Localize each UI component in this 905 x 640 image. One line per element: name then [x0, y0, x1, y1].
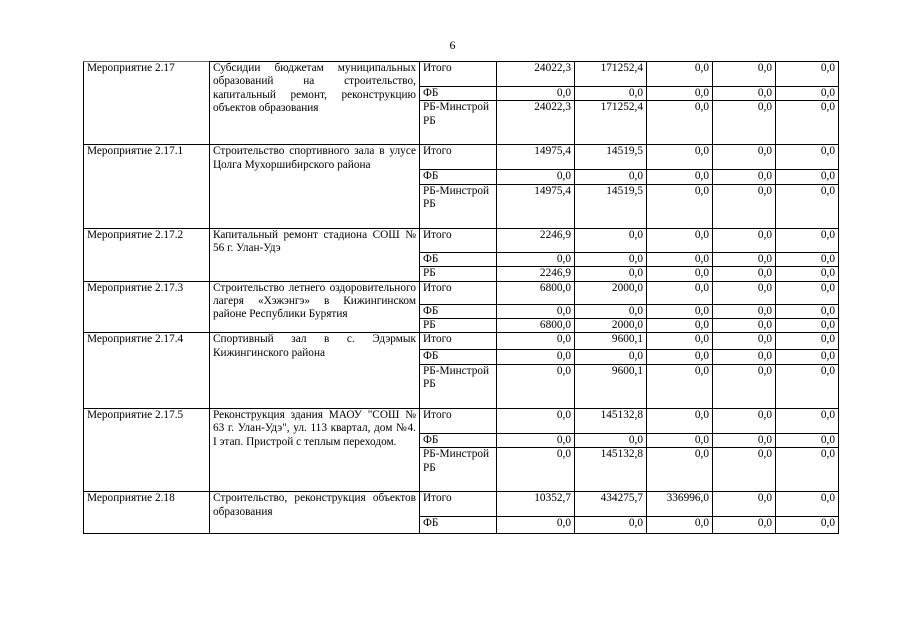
amount-cell: 0,0: [647, 364, 713, 408]
amount-cell: 0,0: [713, 267, 776, 281]
amount-cell: 0,0: [713, 281, 776, 304]
amount-cell: 0,0: [575, 304, 647, 318]
table-row: [84, 62, 839, 87]
amount-cell: 0,0: [776, 184, 839, 228]
amount-cell: 0,0: [713, 252, 776, 266]
amount-cell: 0,0: [713, 304, 776, 318]
funding-source-cell: Итого: [420, 333, 497, 350]
funding-source-cell: РБ: [420, 267, 497, 281]
event-name-cell: Строительство летнего оздоровительного лагеря «Хэжэнгэ» в Кижингинском районе Республики Бурятия: [210, 281, 420, 333]
amount-cell: 0,0: [713, 333, 776, 350]
event-code-cell: Мероприятие 2.17.3: [84, 281, 210, 333]
amount-cell: 336996,0: [647, 492, 713, 517]
amount-cell: 0,0: [575, 228, 647, 252]
funding-source-cell: Итого: [420, 62, 497, 87]
amount-cell: 0,0: [497, 350, 575, 364]
event-name-cell: Реконструкция здания МАОУ "СОШ № 63 г. Улан-Удэ", ул. 113 квартал, дом №4. I этап. Пристрой с теплым переходом.: [210, 408, 420, 491]
amount-cell: 0,0: [497, 408, 575, 433]
table-row: [84, 228, 839, 252]
amount-cell: 0,0: [713, 319, 776, 333]
funding-source-cell: РБ-Минстрой РБ: [420, 448, 497, 492]
amount-cell: 0,0: [575, 517, 647, 534]
amount-cell: 0,0: [497, 252, 575, 266]
amount-cell: 434275,7: [575, 492, 647, 517]
amount-cell: 0,0: [497, 364, 575, 408]
amount-cell: 14975,4: [497, 145, 575, 170]
funding-source-cell: Итого: [420, 145, 497, 170]
amount-cell: 0,0: [713, 62, 776, 87]
event-name-cell: Капитальный ремонт стадиона СОШ № 56 г. Улан-Удэ: [210, 228, 420, 281]
amount-cell: 0,0: [776, 333, 839, 350]
amount-cell: 0,0: [647, 170, 713, 184]
amount-cell: 0,0: [776, 517, 839, 534]
event-name-cell: Строительство спортивного зала в улусе Цолга Мухоршибирского района: [210, 145, 420, 228]
event-name-cell: Строительство, реконструкция объектов образования: [210, 492, 420, 534]
table-row: [84, 492, 839, 517]
amount-cell: 0,0: [776, 364, 839, 408]
amount-cell: 0,0: [776, 319, 839, 333]
amount-cell: 171252,4: [575, 62, 647, 87]
amount-cell: 0,0: [776, 350, 839, 364]
amount-cell: 0,0: [776, 62, 839, 87]
amount-cell: 6800,0: [497, 319, 575, 333]
funding-source-cell: РБ: [420, 319, 497, 333]
funding-source-cell: РБ-Минстрой РБ: [420, 101, 497, 145]
event-code-cell: Мероприятие 2.17.5: [84, 408, 210, 491]
amount-cell: 0,0: [776, 448, 839, 492]
amount-cell: 0,0: [713, 492, 776, 517]
amount-cell: 0,0: [497, 170, 575, 184]
funding-source-cell: ФБ: [420, 433, 497, 447]
amount-cell: 0,0: [647, 145, 713, 170]
amount-cell: 0,0: [647, 281, 713, 304]
funding-source-cell: Итого: [420, 492, 497, 517]
funding-source-cell: РБ-Минстрой РБ: [420, 184, 497, 228]
amount-cell: 0,0: [713, 433, 776, 447]
amount-cell: 0,0: [647, 252, 713, 266]
amount-cell: 0,0: [713, 364, 776, 408]
amount-cell: 0,0: [776, 492, 839, 517]
amount-cell: 0,0: [713, 145, 776, 170]
amount-cell: 0,0: [647, 333, 713, 350]
funding-source-cell: Итого: [420, 228, 497, 252]
table-row: [84, 281, 839, 304]
amount-cell: 0,0: [497, 448, 575, 492]
amount-cell: 0,0: [575, 170, 647, 184]
amount-cell: 0,0: [713, 350, 776, 364]
amount-cell: 0,0: [497, 333, 575, 350]
table-row: [84, 408, 839, 433]
amount-cell: 0,0: [647, 448, 713, 492]
funding-source-cell: ФБ: [420, 517, 497, 534]
amount-cell: 0,0: [776, 267, 839, 281]
amount-cell: 0,0: [497, 304, 575, 318]
amount-cell: 0,0: [497, 433, 575, 447]
amount-cell: 145132,8: [575, 408, 647, 433]
amount-cell: 0,0: [776, 433, 839, 447]
amount-cell: 0,0: [776, 408, 839, 433]
amount-cell: 0,0: [713, 101, 776, 145]
amount-cell: 0,0: [647, 319, 713, 333]
page-number: 6: [449, 38, 456, 52]
amount-cell: 0,0: [647, 433, 713, 447]
amount-cell: 0,0: [647, 87, 713, 101]
amount-cell: 0,0: [713, 87, 776, 101]
amount-cell: 2246,9: [497, 228, 575, 252]
funding-source-cell: ФБ: [420, 350, 497, 364]
program-events-table: [83, 61, 839, 534]
funding-source-cell: РБ-Минстрой РБ: [420, 364, 497, 408]
amount-cell: 0,0: [713, 228, 776, 252]
amount-cell: 0,0: [647, 267, 713, 281]
amount-cell: 0,0: [647, 228, 713, 252]
amount-cell: 6800,0: [497, 281, 575, 304]
amount-cell: 0,0: [497, 517, 575, 534]
amount-cell: 0,0: [776, 101, 839, 145]
amount-cell: 0,0: [647, 101, 713, 145]
amount-cell: 24022,3: [497, 62, 575, 87]
table-body: [84, 62, 839, 534]
amount-cell: 2000,0: [575, 319, 647, 333]
amount-cell: 0,0: [647, 350, 713, 364]
amount-cell: 9600,1: [575, 333, 647, 350]
amount-cell: 0,0: [776, 170, 839, 184]
amount-cell: 0,0: [647, 517, 713, 534]
amount-cell: 9600,1: [575, 364, 647, 408]
funding-source-cell: Итого: [420, 281, 497, 304]
amount-cell: 0,0: [497, 87, 575, 101]
amount-cell: 0,0: [776, 304, 839, 318]
amount-cell: 14975,4: [497, 184, 575, 228]
event-code-cell: Мероприятие 2.17.4: [84, 333, 210, 408]
amount-cell: 0,0: [713, 184, 776, 228]
amount-cell: 0,0: [647, 184, 713, 228]
event-name-cell: Субсидии бюджетам муниципальных образований на строительство, капитальный ремонт, реконструкцию объектов образования: [210, 62, 420, 145]
amount-cell: 0,0: [776, 145, 839, 170]
event-code-cell: Мероприятие 2.17.2: [84, 228, 210, 281]
event-code-cell: Мероприятие 2.18: [84, 492, 210, 534]
amount-cell: 0,0: [713, 517, 776, 534]
table-row: [84, 145, 839, 170]
funding-source-cell: ФБ: [420, 252, 497, 266]
amount-cell: 171252,4: [575, 101, 647, 145]
amount-cell: 145132,8: [575, 448, 647, 492]
amount-cell: 0,0: [575, 252, 647, 266]
amount-cell: 0,0: [647, 62, 713, 87]
funding-source-cell: Итого: [420, 408, 497, 433]
amount-cell: 0,0: [776, 228, 839, 252]
amount-cell: 0,0: [575, 433, 647, 447]
funding-source-cell: ФБ: [420, 304, 497, 318]
funding-source-cell: ФБ: [420, 170, 497, 184]
amount-cell: 10352,7: [497, 492, 575, 517]
amount-cell: 14519,5: [575, 145, 647, 170]
amount-cell: 0,0: [713, 408, 776, 433]
amount-cell: 2246,9: [497, 267, 575, 281]
amount-cell: 0,0: [776, 281, 839, 304]
event-name-cell: Спортивный зал в с. Эдэрмык Кижингинского района: [210, 333, 420, 408]
amount-cell: 0,0: [647, 408, 713, 433]
amount-cell: 24022,3: [497, 101, 575, 145]
amount-cell: 0,0: [575, 350, 647, 364]
amount-cell: 0,0: [575, 87, 647, 101]
event-code-cell: Мероприятие 2.17.1: [84, 145, 210, 228]
amount-cell: 0,0: [713, 448, 776, 492]
amount-cell: 0,0: [647, 304, 713, 318]
amount-cell: 0,0: [776, 252, 839, 266]
event-code-cell: Мероприятие 2.17: [84, 62, 210, 145]
amount-cell: 0,0: [713, 170, 776, 184]
amount-cell: 0,0: [575, 267, 647, 281]
funding-source-cell: ФБ: [420, 87, 497, 101]
table-row: [84, 333, 839, 350]
amount-cell: 0,0: [776, 87, 839, 101]
amount-cell: 2000,0: [575, 281, 647, 304]
amount-cell: 14519,5: [575, 184, 647, 228]
